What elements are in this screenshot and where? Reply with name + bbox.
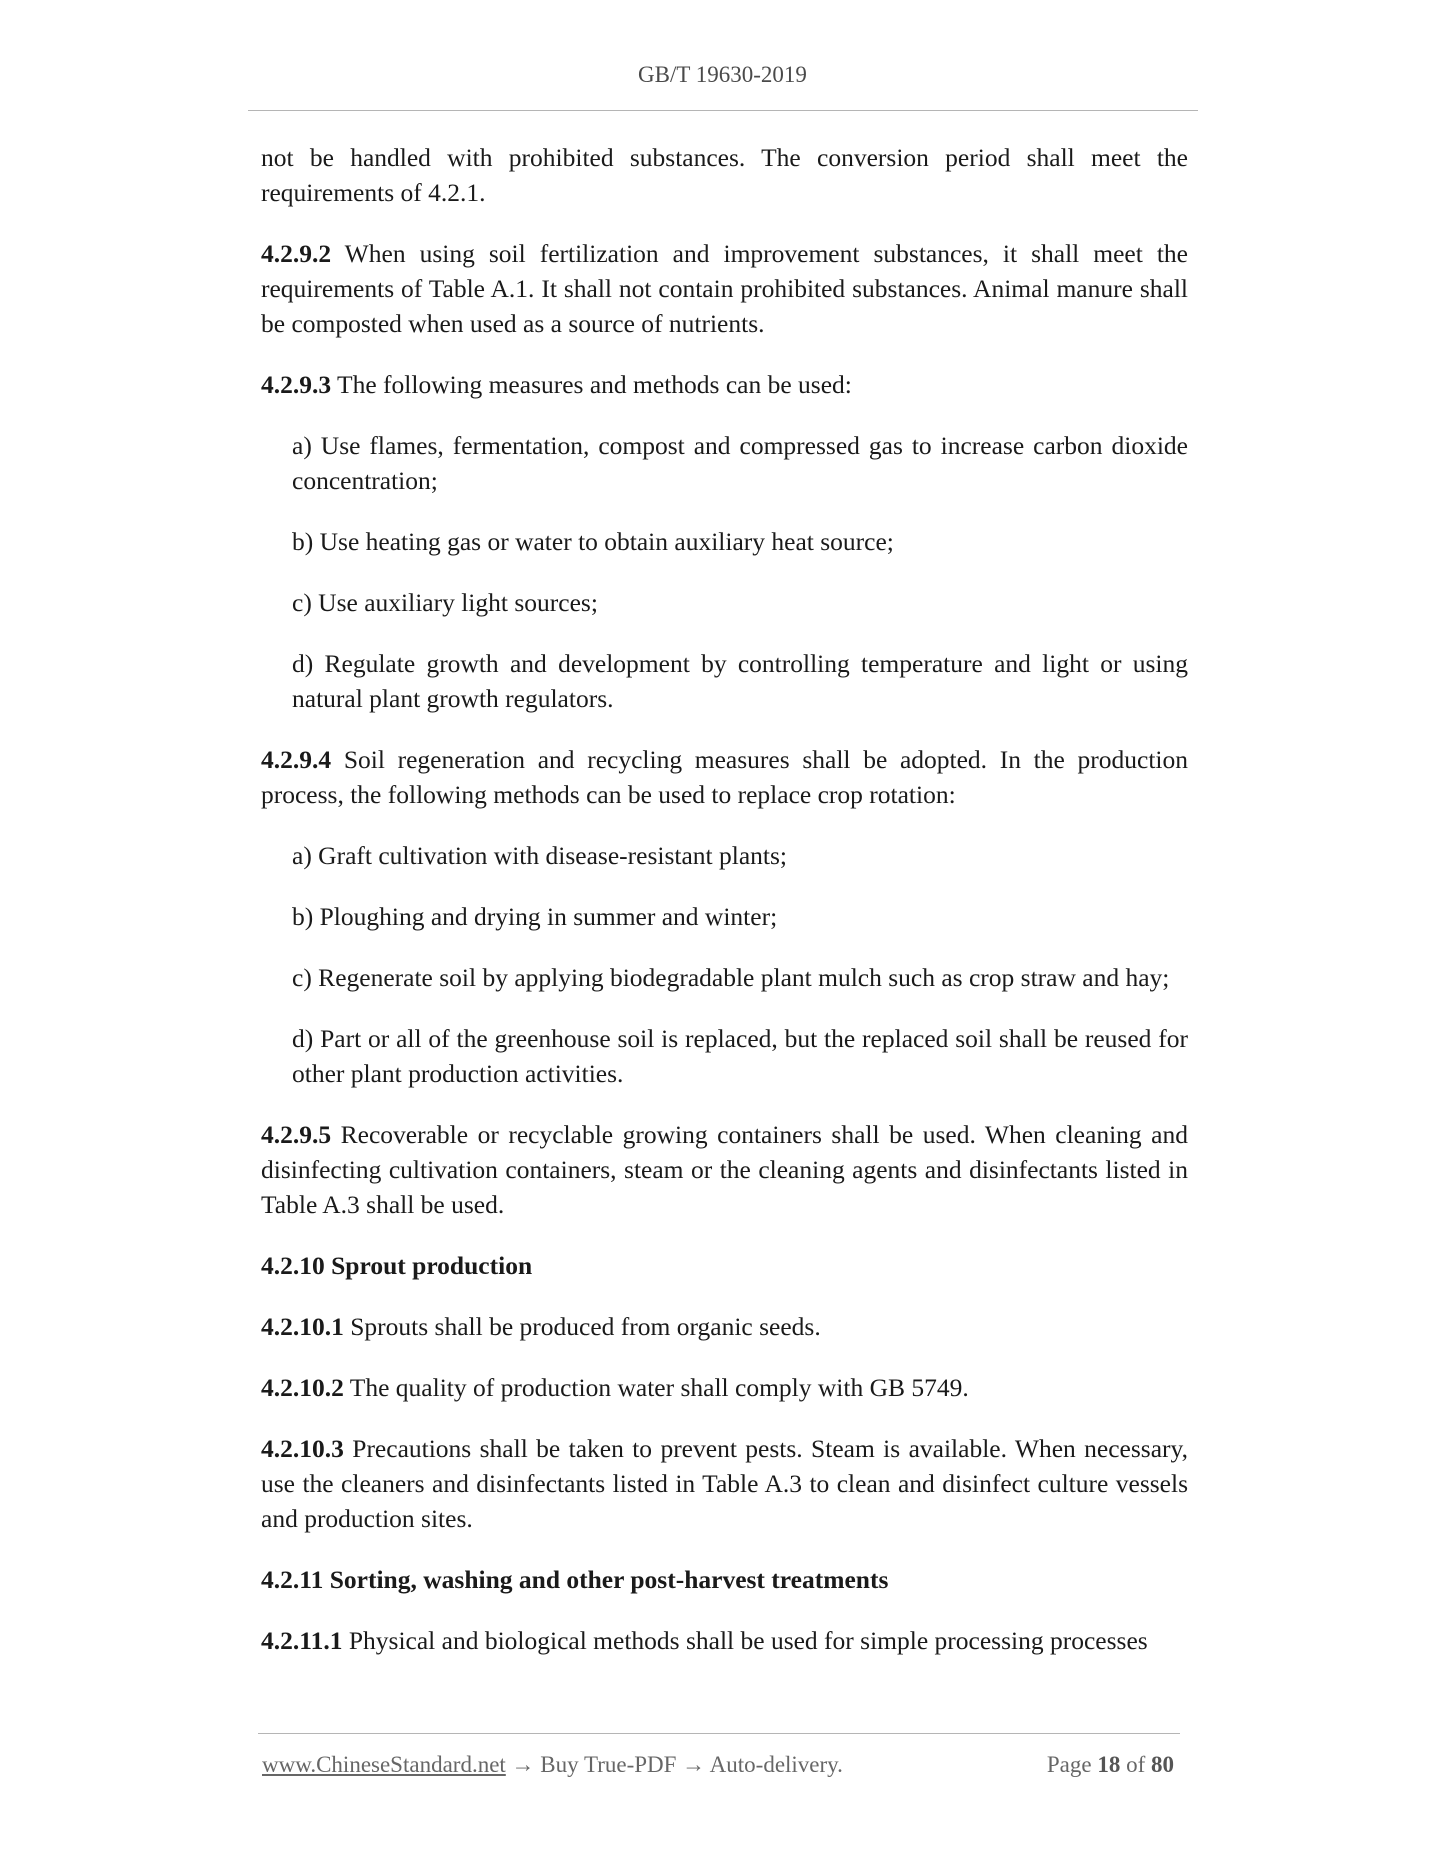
- clause-4-2-9-4: [261, 742, 1188, 812]
- clause-number: 4.2.9.5: [261, 1120, 332, 1149]
- page-label: Page: [1046, 1752, 1092, 1777]
- list-item: a) Graft cultivation with disease-resistant plants;: [292, 841, 787, 870]
- footer-promo: → Buy True-PDF → Auto-delivery.: [505, 1752, 843, 1777]
- clause-number: 4.2.9.4: [261, 745, 332, 774]
- clause-number: 4.2.10.2: [261, 1373, 344, 1402]
- clause-number: 4.2.10.3: [261, 1434, 344, 1463]
- list-item: d) Regulate growth and development by controlling temperature and light or using natural plant growth regulators.: [292, 649, 1188, 713]
- clause-4-2-11-1: [261, 1623, 1188, 1658]
- page-number: 18: [1097, 1752, 1121, 1777]
- clause-text: Physical and biological methods shall be used for simple processing processes: [342, 1626, 1148, 1655]
- page-footer: [262, 1752, 1180, 1778]
- clause-text: Recoverable or recyclable growing containers shall be used. When cleaning and disinfecting cultivation containers, steam or the cleaning agents and disinfectants listed in Table A.3 shall be used.: [261, 1120, 1188, 1219]
- website-link[interactable]: www.ChineseStandard.net: [262, 1752, 506, 1777]
- clause-number: 4.2.10.1: [261, 1312, 344, 1341]
- of-label: of: [1126, 1752, 1146, 1777]
- clause-number: 4.2.11.1: [261, 1626, 343, 1655]
- heading-text: 4.2.10 Sprout production: [261, 1251, 533, 1280]
- clause-text: Precautions shall be taken to prevent pests. Steam is available. When necessary, use the cleaners and disinfectants listed in Table A.3 to clean and disinfect culture vessels and production sites.: [261, 1434, 1188, 1533]
- clause-text: Sprouts shall be produced from organic seeds.: [343, 1312, 821, 1341]
- clause-4-2-10-1: [261, 1309, 1188, 1344]
- list-item: b) Ploughing and drying in summer and winter;: [292, 902, 778, 931]
- paragraph-continuation: not be handled with prohibited substances. The conversion period shall meet the requirements of 4.2.1.: [261, 143, 1188, 207]
- clause-number: 4.2.9.3: [261, 370, 332, 399]
- list-item: c) Use auxiliary light sources;: [292, 588, 598, 617]
- clause-4-2-9-3: [261, 367, 1188, 402]
- list-item: a) Use flames, fermentation, compost and compressed gas to increase carbon dioxide concentration;: [292, 431, 1188, 495]
- document-body: [261, 140, 1188, 1684]
- clause-text: When using soil fertilization and improvement substances, it shall meet the requirements of Table A.1. It shall not contain prohibited substances. Animal manure shall be composted when used as a source of nutrients.: [261, 239, 1188, 338]
- header-divider: [248, 110, 1198, 111]
- section-heading-4-2-10: [261, 1248, 1188, 1283]
- clause-4-2-9-5: [261, 1117, 1188, 1222]
- list-item: d) Part or all of the greenhouse soil is replaced, but the replaced soil shall be reused for other plant production activities.: [292, 1024, 1188, 1088]
- footer-divider: [258, 1733, 1180, 1734]
- page-header: GB/T 19630-2019: [638, 62, 807, 87]
- clause-text: The following measures and methods can be used:: [331, 370, 852, 399]
- list-item: c) Regenerate soil by applying biodegradable plant mulch such as crop straw and hay;: [292, 963, 1170, 992]
- clause-4-2-10-3: [261, 1431, 1188, 1536]
- clause-text: Soil regeneration and recycling measures shall be adopted. In the production process, the following methods can be used to replace crop rotation:: [261, 745, 1188, 809]
- heading-text: 4.2.11 Sorting, washing and other post-harvest treatments: [261, 1565, 889, 1594]
- list-item: b) Use heating gas or water to obtain auxiliary heat source;: [292, 527, 894, 556]
- clause-text: The quality of production water shall comply with GB 5749.: [343, 1373, 969, 1402]
- clause-4-2-9-2: [261, 236, 1188, 341]
- clause-4-2-10-2: [261, 1370, 1188, 1405]
- section-heading-4-2-11: [261, 1562, 1188, 1597]
- page-counter: [1047, 1752, 1174, 1778]
- page-total: 80: [1151, 1752, 1174, 1777]
- clause-number: 4.2.9.2: [261, 239, 332, 268]
